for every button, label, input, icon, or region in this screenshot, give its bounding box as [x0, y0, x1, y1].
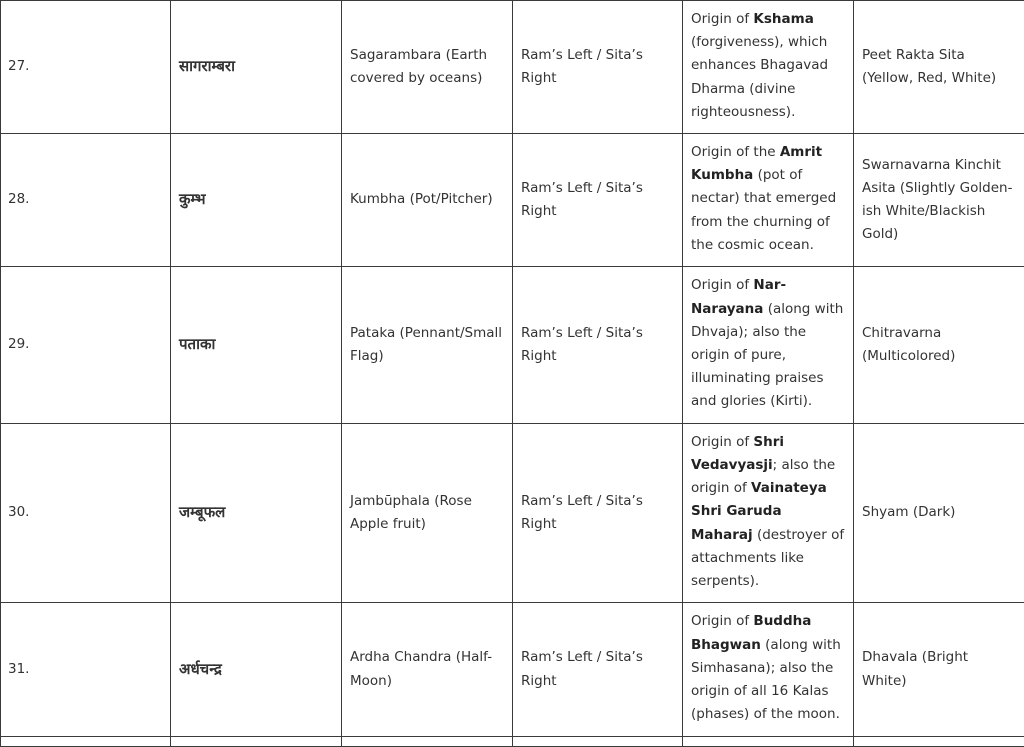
origin-bold-text: Vainateya Shri Garuda Maharaj — [691, 480, 827, 543]
origin-bold-text: Buddha Bhagwan — [691, 613, 812, 653]
origin-text: Origin of — [691, 277, 754, 294]
row-number: 30. — [1, 424, 171, 603]
position: Ram’s Left / Sita’s Right — [513, 1, 683, 134]
position: Ram’s Left / Sita’s Right — [513, 603, 683, 737]
origin-text: (forgiveness), which enhances Bhagavad Dharma (divine righteousness). — [691, 34, 829, 120]
symbol-name: Jambūphala (Rose Apple fruit) — [342, 424, 513, 603]
origin-bold-text: Shri Vedavyasji — [691, 433, 785, 473]
origin-text: ; also the origin of — [691, 456, 836, 497]
origin-text: Origin of — [691, 433, 754, 450]
origin-description — [683, 267, 854, 424]
row-number: 29. — [1, 267, 171, 424]
origin-description — [683, 424, 854, 603]
origin-bold-text: Amrit Kumbha — [691, 143, 823, 184]
origin-description — [683, 1, 854, 134]
devanagari-name: कुम्भ — [171, 134, 342, 267]
origin-text: (pot of nectar) that emerged from the churning of the cosmic ocean. — [691, 167, 837, 253]
table-row — [1, 424, 1024, 603]
table-row — [1, 1, 1024, 134]
devanagari-name: पताका — [171, 267, 342, 424]
origin-description — [683, 603, 854, 737]
devanagari-name: सागराम्बरा — [171, 1, 342, 134]
symbol-color: Peet Rakta Sita (Yellow, Red, White) — [854, 1, 1024, 134]
table-row — [1, 267, 1024, 424]
origin-description — [683, 134, 854, 267]
symbol-name: Sagarambara (Earth covered by oceans) — [342, 1, 513, 134]
origin-bold-text: Nar-Narayana — [691, 277, 787, 317]
symbol-color: Shyam (Dark) — [854, 424, 1024, 603]
symbol-name: Pataka (Pennant/Small Flag) — [342, 267, 513, 424]
row-number: 27. — [1, 1, 171, 134]
symbol-name: Kumbha (Pot/Pitcher) — [342, 134, 513, 267]
position: Ram’s Left / Sita’s Right — [513, 424, 683, 603]
next-row-stub — [1, 737, 1024, 747]
position: Ram’s Left / Sita’s Right — [513, 134, 683, 267]
origin-text: (destroyer of attachments like serpents). — [691, 526, 845, 589]
symbol-name: Ardha Chandra (Half-Moon) — [342, 603, 513, 737]
table-row — [1, 134, 1024, 267]
symbol-color: Chitravarna (Multicolored) — [854, 267, 1024, 424]
row-number: 28. — [1, 134, 171, 267]
origin-text: (along with Simhasana); also the origin of all 16 Kalas (phases) of the moon. — [691, 636, 841, 723]
devanagari-name: जम्बूफल — [171, 424, 342, 603]
origin-bold-text: Kshama — [753, 10, 814, 27]
symbol-color: Swarnavarna Kinchit Asita (Slightly Golden-ish White/Blackish Gold) — [854, 134, 1024, 267]
origin-text: (along with Dhvaja); also the origin of pure, illuminating praises and glories (Kirti). — [691, 300, 844, 410]
origin-text: Origin of — [691, 613, 754, 630]
origin-text: Origin of the — [691, 143, 780, 160]
position: Ram’s Left / Sita’s Right — [513, 267, 683, 424]
origin-text: Origin of — [691, 10, 754, 27]
table-row — [1, 603, 1024, 737]
row-number: 31. — [1, 603, 171, 737]
symbol-color: Dhavala (Bright White) — [854, 603, 1024, 737]
devanagari-name: अर्धचन्द्र — [171, 603, 342, 737]
